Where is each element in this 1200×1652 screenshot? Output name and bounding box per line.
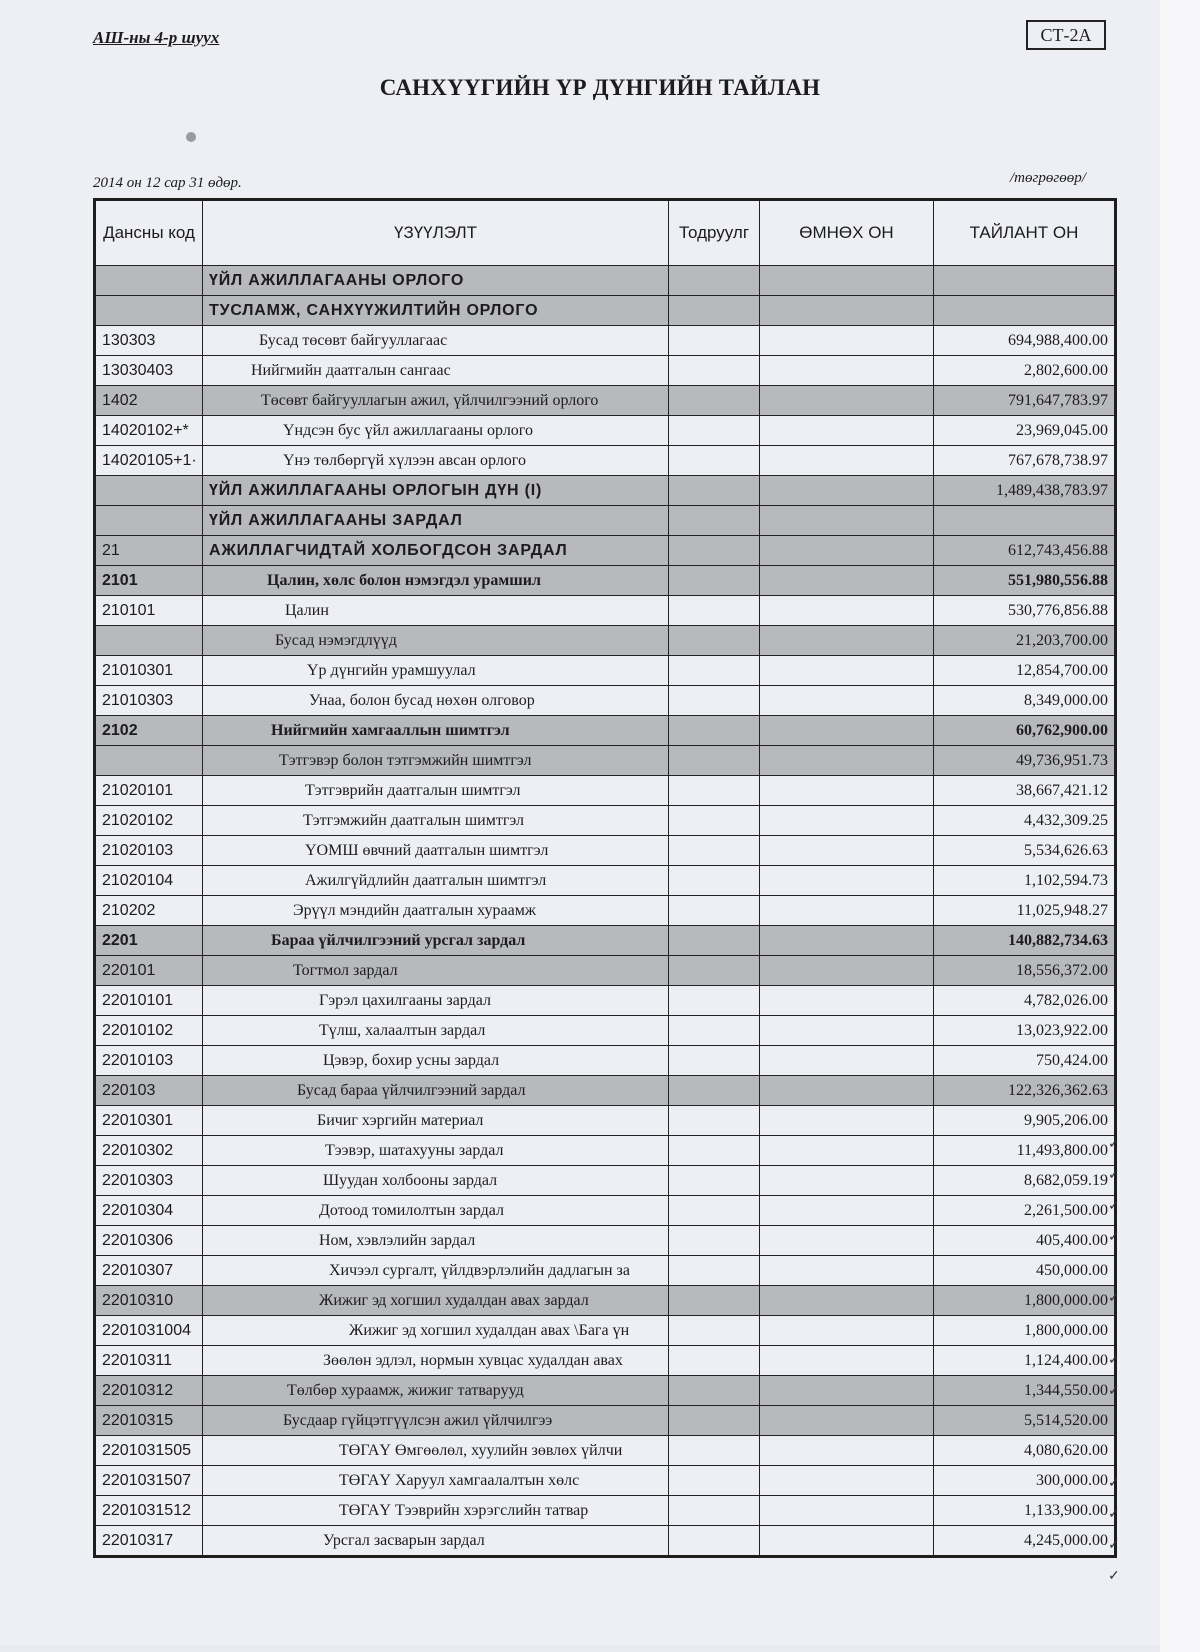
table-row [95, 1166, 1116, 1196]
table-row [95, 626, 1116, 656]
previous-year-cell [760, 1346, 934, 1376]
table-row [95, 326, 1116, 356]
current-year-cell: 23,969,045.00 [934, 416, 1116, 446]
account-code-cell: 2201031507 [95, 1466, 203, 1496]
indicator-cell: Дотоод томилолтын зардал [203, 1196, 669, 1226]
column-header-account-code: Дансны код [95, 200, 203, 266]
previous-year-cell [760, 1436, 934, 1466]
previous-year-cell [760, 1166, 934, 1196]
table-row [95, 926, 1116, 956]
report-title: САНХҮҮГИЙН ҮР ДҮНГИЙН ТАЙЛАН [379, 75, 821, 100]
indicator-cell: ТӨГАҮ Харуул хамгаалалтын хөлс [203, 1466, 669, 1496]
previous-year-cell [760, 1316, 934, 1346]
current-year-cell: 11,493,800.00 [934, 1136, 1116, 1166]
table-row [95, 986, 1116, 1016]
table-row [95, 866, 1116, 896]
previous-year-cell [760, 1016, 934, 1046]
table-row [95, 1226, 1116, 1256]
current-year-cell: 300,000.00 [934, 1466, 1116, 1496]
table-row [95, 1046, 1116, 1076]
current-year-cell: 530,776,856.88 [934, 596, 1116, 626]
indicator-cell: Бусад төсөвт байгууллагаас [203, 326, 669, 356]
account-code-cell: 22010103 [95, 1046, 203, 1076]
indicator-cell: Урсгал засварын зардал [203, 1526, 669, 1557]
scan-margin [1160, 0, 1200, 1652]
check-mark-icon: ✓ [1108, 1537, 1120, 1553]
indicator-cell: АЖИЛЛАГЧИДТАЙ ХОЛБОГДСОН ЗАРДАЛ [203, 536, 669, 566]
indicator-cell: Жижиг эд хогшил худалдан авах \Бага үн [203, 1316, 669, 1346]
current-year-cell: 405,400.00 [934, 1226, 1116, 1256]
indicator-cell: ҮЙЛ АЖИЛЛАГААНЫ ОРЛОГО [203, 266, 669, 296]
account-code-cell: 2101 [95, 566, 203, 596]
account-code-cell [95, 746, 203, 776]
note-cell [669, 1136, 760, 1166]
punch-hole-mark [186, 132, 196, 142]
indicator-cell: ҮЙЛ АЖИЛЛАГААНЫ ОРЛОГЫН ДҮН (I) [203, 476, 669, 506]
check-mark-icon: ✓ [1108, 1291, 1120, 1307]
report-date: 2014 он 12 сар 31 өдөр. [93, 175, 242, 191]
note-cell [669, 1286, 760, 1316]
table-row [95, 476, 1116, 506]
current-year-cell: 2,261,500.00 [934, 1196, 1116, 1226]
check-mark-icon: ✓ [1108, 1168, 1120, 1184]
note-cell [669, 1196, 760, 1226]
table-row [95, 1496, 1116, 1526]
account-code-cell: 2201 [95, 926, 203, 956]
table-row [95, 1196, 1116, 1226]
current-year-cell: 4,782,026.00 [934, 986, 1116, 1016]
account-code-cell: 2201031512 [95, 1496, 203, 1526]
previous-year-cell [760, 746, 934, 776]
current-year-cell: 49,736,951.73 [934, 746, 1116, 776]
table-row [95, 1346, 1116, 1376]
account-code-cell: 22010311 [95, 1346, 203, 1376]
account-code-cell: 22010317 [95, 1526, 203, 1557]
indicator-cell: Төлбөр хураамж, жижиг татварууд [203, 1376, 669, 1406]
note-cell [669, 746, 760, 776]
indicator-cell: Цэвэр, бохир усны зардал [203, 1046, 669, 1076]
note-cell [669, 1106, 760, 1136]
account-code-cell: 21020101 [95, 776, 203, 806]
check-mark-icon: ✓ [1108, 1137, 1120, 1153]
current-year-cell: 750,424.00 [934, 1046, 1116, 1076]
current-year-cell: 612,743,456.88 [934, 536, 1116, 566]
account-code-cell: 210202 [95, 896, 203, 926]
account-code-cell: 2102 [95, 716, 203, 746]
account-code-cell: 22010301 [95, 1106, 203, 1136]
table-row [95, 1466, 1116, 1496]
table-row [95, 416, 1116, 446]
note-cell [669, 836, 760, 866]
note-cell [669, 776, 760, 806]
table-row [95, 296, 1116, 326]
account-code-cell: 22010306 [95, 1226, 203, 1256]
current-year-cell: 551,980,556.88 [934, 566, 1116, 596]
table-row [95, 1106, 1116, 1136]
previous-year-cell [760, 656, 934, 686]
current-year-cell: 1,133,900.00 [934, 1496, 1116, 1526]
indicator-cell: Тэтгэврийн даатгалын шимтгэл [203, 776, 669, 806]
note-cell [669, 476, 760, 506]
account-code-cell: 13030403 [95, 356, 203, 386]
indicator-cell: Жижиг эд хогшил худалдан авах зардал [203, 1286, 669, 1316]
indicator-cell: Ажилгүйдлийн даатгалын шимтгэл [203, 866, 669, 896]
account-code-cell [95, 506, 203, 536]
previous-year-cell [760, 1136, 934, 1166]
account-code-cell: 14020102+* [95, 416, 203, 446]
note-cell [669, 1076, 760, 1106]
note-cell [669, 446, 760, 476]
account-code-cell [95, 626, 203, 656]
indicator-cell: Унаа, болон бусад нөхөн олговор [203, 686, 669, 716]
note-cell [669, 956, 760, 986]
indicator-cell: Үндсэн бус үйл ажиллагааны орлого [203, 416, 669, 446]
account-code-cell: 1402 [95, 386, 203, 416]
previous-year-cell [760, 416, 934, 446]
current-year-cell: 1,124,400.00 [934, 1346, 1116, 1376]
check-mark-icon: ✓ [1108, 1229, 1120, 1245]
current-year-cell: 11,025,948.27 [934, 896, 1116, 926]
previous-year-cell [760, 956, 934, 986]
previous-year-cell [760, 1106, 934, 1136]
note-cell [669, 596, 760, 626]
current-year-cell: 791,647,783.97 [934, 386, 1116, 416]
note-cell [669, 566, 760, 596]
indicator-cell: ТӨГАҮ Тээврийн хэрэгслийн татвар [203, 1496, 669, 1526]
indicator-cell: Цалин [203, 596, 669, 626]
current-year-cell [934, 506, 1116, 536]
current-year-cell [934, 296, 1116, 326]
current-year-cell: 4,245,000.00 [934, 1526, 1116, 1557]
account-code-cell: 22010303 [95, 1166, 203, 1196]
table-row [95, 656, 1116, 686]
previous-year-cell [760, 1376, 934, 1406]
current-year-cell: 38,667,421.12 [934, 776, 1116, 806]
previous-year-cell [760, 776, 934, 806]
note-cell [669, 1406, 760, 1436]
indicator-cell: Тэтгэмжийн даатгалын шимтгэл [203, 806, 669, 836]
note-cell [669, 506, 760, 536]
current-year-cell: 450,000.00 [934, 1256, 1116, 1286]
current-year-cell: 4,432,309.25 [934, 806, 1116, 836]
previous-year-cell [760, 566, 934, 596]
table-row [95, 266, 1116, 296]
account-code-cell: 220103 [95, 1076, 203, 1106]
table-header-row [95, 200, 1116, 266]
indicator-cell: Нийгмийн даатгалын сангаас [203, 356, 669, 386]
account-code-cell: 210101 [95, 596, 203, 626]
account-code-cell: 22010312 [95, 1376, 203, 1406]
indicator-cell: Төсөвт байгууллагын ажил, үйлчилгээний орлого [203, 386, 669, 416]
table-row [95, 566, 1116, 596]
check-mark-icon: ✓ [1108, 1568, 1120, 1584]
account-code-cell [95, 476, 203, 506]
indicator-cell: ТУСЛАМЖ, САНХҮҮЖИЛТИЙН ОРЛОГО [203, 296, 669, 326]
table-row [95, 506, 1116, 536]
indicator-cell: Шуудан холбооны зардал [203, 1166, 669, 1196]
indicator-cell: Тээвэр, шатахууны зардал [203, 1136, 669, 1166]
current-year-cell: 5,514,520.00 [934, 1406, 1116, 1436]
note-cell [669, 1256, 760, 1286]
previous-year-cell [760, 896, 934, 926]
check-mark-icon: ✓ [1108, 1383, 1120, 1399]
current-year-cell: 122,326,362.63 [934, 1076, 1116, 1106]
current-year-cell: 694,988,400.00 [934, 326, 1116, 356]
indicator-cell: Ном, хэвлэлийн зардал [203, 1226, 669, 1256]
currency-unit: /төгрөгөөр/ [1010, 170, 1086, 186]
previous-year-cell [760, 866, 934, 896]
note-cell [669, 266, 760, 296]
column-header-note: Тодруулг [669, 200, 760, 266]
current-year-cell: 8,349,000.00 [934, 686, 1116, 716]
note-cell [669, 1166, 760, 1196]
table-row [95, 536, 1116, 566]
previous-year-cell [760, 386, 934, 416]
previous-year-cell [760, 626, 934, 656]
table-row [95, 956, 1116, 986]
indicator-cell: Зөөлөн эдлэл, нормын хувцас худалдан авах [203, 1346, 669, 1376]
table-row [95, 1286, 1116, 1316]
indicator-cell: Бусдаар гүйцэтгүүлсэн ажил үйлчилгээ [203, 1406, 669, 1436]
previous-year-cell [760, 506, 934, 536]
note-cell [669, 356, 760, 386]
account-code-cell: 22010315 [95, 1406, 203, 1436]
table-row [95, 1016, 1116, 1046]
note-cell [669, 536, 760, 566]
note-cell [669, 1346, 760, 1376]
previous-year-cell [760, 836, 934, 866]
table-row [95, 1136, 1116, 1166]
column-header-indicator: ҮЗҮҮЛЭЛТ [203, 200, 669, 266]
current-year-cell: 60,762,900.00 [934, 716, 1116, 746]
indicator-cell: Үнэ төлбөргүй хүлээн авсан орлого [203, 446, 669, 476]
account-code-cell: 21010301 [95, 656, 203, 686]
indicator-cell: Бараа үйлчилгээний урсгал зардал [203, 926, 669, 956]
current-year-cell: 5,534,626.63 [934, 836, 1116, 866]
note-cell [669, 626, 760, 656]
current-year-cell: 8,682,059.19 [934, 1166, 1116, 1196]
table-row [95, 446, 1116, 476]
note-cell [669, 926, 760, 956]
table-row [95, 386, 1116, 416]
indicator-cell: ҮЙЛ АЖИЛЛАГААНЫ ЗАРДАЛ [203, 506, 669, 536]
current-year-cell: 21,203,700.00 [934, 626, 1116, 656]
previous-year-cell [760, 326, 934, 356]
current-year-cell: 2,802,600.00 [934, 356, 1116, 386]
previous-year-cell [760, 1286, 934, 1316]
income-statement-table [93, 198, 1117, 1558]
note-cell [669, 1466, 760, 1496]
table-row [95, 1376, 1116, 1406]
table-row [95, 1526, 1116, 1557]
check-mark-icon: ✓ [1108, 1199, 1120, 1214]
account-code-cell: 22010304 [95, 1196, 203, 1226]
previous-year-cell [760, 1496, 934, 1526]
previous-year-cell [760, 1526, 934, 1557]
current-year-cell [934, 266, 1116, 296]
indicator-cell: Бусад бараа үйлчилгээний зардал [203, 1076, 669, 1106]
current-year-cell: 1,800,000.00 [934, 1286, 1116, 1316]
current-year-cell: 767,678,738.97 [934, 446, 1116, 476]
previous-year-cell [760, 296, 934, 326]
previous-year-cell [760, 266, 934, 296]
table-row [95, 776, 1116, 806]
note-cell [669, 1226, 760, 1256]
note-cell [669, 296, 760, 326]
account-code-cell: 22010310 [95, 1286, 203, 1316]
form-reference: АШ-ны 4-р шууx [93, 28, 220, 47]
table-row [95, 836, 1116, 866]
indicator-cell: Эрүүл мэндийн даатгалын хураамж [203, 896, 669, 926]
indicator-cell: Тогтмол зардал [203, 956, 669, 986]
column-header-current-year: ТАЙЛАНТ ОН [934, 200, 1116, 266]
note-cell [669, 1046, 760, 1076]
previous-year-cell [760, 1406, 934, 1436]
note-cell [669, 896, 760, 926]
note-cell [669, 326, 760, 356]
table-row [95, 896, 1116, 926]
note-cell [669, 1526, 760, 1557]
table-row [95, 596, 1116, 626]
form-code-box: СТ-2А [1026, 20, 1106, 50]
table-row [95, 1076, 1116, 1106]
current-year-cell: 9,905,206.00 [934, 1106, 1116, 1136]
current-year-cell: 1,102,594.73 [934, 866, 1116, 896]
previous-year-cell [760, 1226, 934, 1256]
current-year-cell: 12,854,700.00 [934, 656, 1116, 686]
account-code-cell: 21020102 [95, 806, 203, 836]
table-row [95, 1406, 1116, 1436]
table-row [95, 746, 1116, 776]
indicator-cell: Гэрэл цахилгааны зардал [203, 986, 669, 1016]
account-code-cell: 14020105+1· [95, 446, 203, 476]
previous-year-cell [760, 596, 934, 626]
account-code-cell: 2201031004 [95, 1316, 203, 1346]
note-cell [669, 1496, 760, 1526]
indicator-cell: Хичээл сургалт, үйлдвэрлэлийн дадлагын за [203, 1256, 669, 1286]
table-body [95, 266, 1116, 1557]
account-code-cell: 22010101 [95, 986, 203, 1016]
previous-year-cell [760, 1256, 934, 1286]
note-cell [669, 656, 760, 686]
previous-year-cell [760, 476, 934, 506]
previous-year-cell [760, 356, 934, 386]
table-row [95, 686, 1116, 716]
previous-year-cell [760, 716, 934, 746]
account-code-cell: 21020104 [95, 866, 203, 896]
indicator-cell: Цалин, хөлс болон нэмэгдэл урамшил [203, 566, 669, 596]
account-code-cell: 22010307 [95, 1256, 203, 1286]
note-cell [669, 1436, 760, 1466]
table-row [95, 1316, 1116, 1346]
previous-year-cell [760, 686, 934, 716]
account-code-cell: 21020103 [95, 836, 203, 866]
note-cell [669, 686, 760, 716]
account-code-cell: 2201031505 [95, 1436, 203, 1466]
note-cell [669, 416, 760, 446]
current-year-cell: 1,489,438,783.97 [934, 476, 1116, 506]
current-year-cell: 4,080,620.00 [934, 1436, 1116, 1466]
previous-year-cell [760, 536, 934, 566]
indicator-cell: Үр дүнгийн урамшуулал [203, 656, 669, 686]
previous-year-cell [760, 1196, 934, 1226]
previous-year-cell [760, 1076, 934, 1106]
previous-year-cell [760, 806, 934, 836]
check-mark-icon: ✓ [1108, 1353, 1120, 1368]
account-code-cell: 220101 [95, 956, 203, 986]
account-code-cell [95, 266, 203, 296]
note-cell [669, 986, 760, 1016]
check-mark-icon: ✓ [1108, 1507, 1120, 1522]
indicator-cell: Тэтгэвэр болон тэтгэмжийн шимтгэл [203, 746, 669, 776]
table-row [95, 356, 1116, 386]
note-cell [669, 1376, 760, 1406]
account-code-cell: 21 [95, 536, 203, 566]
note-cell [669, 716, 760, 746]
note-cell [669, 866, 760, 896]
current-year-cell: 18,556,372.00 [934, 956, 1116, 986]
note-cell [669, 1016, 760, 1046]
previous-year-cell [760, 986, 934, 1016]
indicator-cell: Бусад нэмэгдлүүд [203, 626, 669, 656]
previous-year-cell [760, 446, 934, 476]
check-mark-icon: ✓ [1108, 1476, 1120, 1492]
table-row [95, 1256, 1116, 1286]
account-code-cell: 21010303 [95, 686, 203, 716]
table-row [95, 716, 1116, 746]
previous-year-cell [760, 1466, 934, 1496]
current-year-cell: 1,344,550.00 [934, 1376, 1116, 1406]
account-code-cell [95, 296, 203, 326]
current-year-cell: 13,023,922.00 [934, 1016, 1116, 1046]
note-cell [669, 1316, 760, 1346]
current-year-cell: 140,882,734.63 [934, 926, 1116, 956]
table-row [95, 1436, 1116, 1466]
indicator-cell: ҮОМШ өвчний даатгалын шимтгэл [203, 836, 669, 866]
indicator-cell: Түлш, халаалтын зардал [203, 1016, 669, 1046]
current-year-cell: 1,800,000.00 [934, 1316, 1116, 1346]
column-header-previous-year: ӨМНӨХ ОН [760, 200, 934, 266]
account-code-cell: 22010302 [95, 1136, 203, 1166]
account-code-cell: 130303 [95, 326, 203, 356]
table-row [95, 806, 1116, 836]
previous-year-cell [760, 926, 934, 956]
indicator-cell: ТӨГАҮ Өмгөөлөл, хуулийн зөвлөх үйлчи [203, 1436, 669, 1466]
account-code-cell: 22010102 [95, 1016, 203, 1046]
indicator-cell: Бичиг хэргийн материал [203, 1106, 669, 1136]
previous-year-cell [760, 1046, 934, 1076]
note-cell [669, 386, 760, 416]
indicator-cell: Нийгмийн хамгааллын шимтгэл [203, 716, 669, 746]
note-cell [669, 806, 760, 836]
